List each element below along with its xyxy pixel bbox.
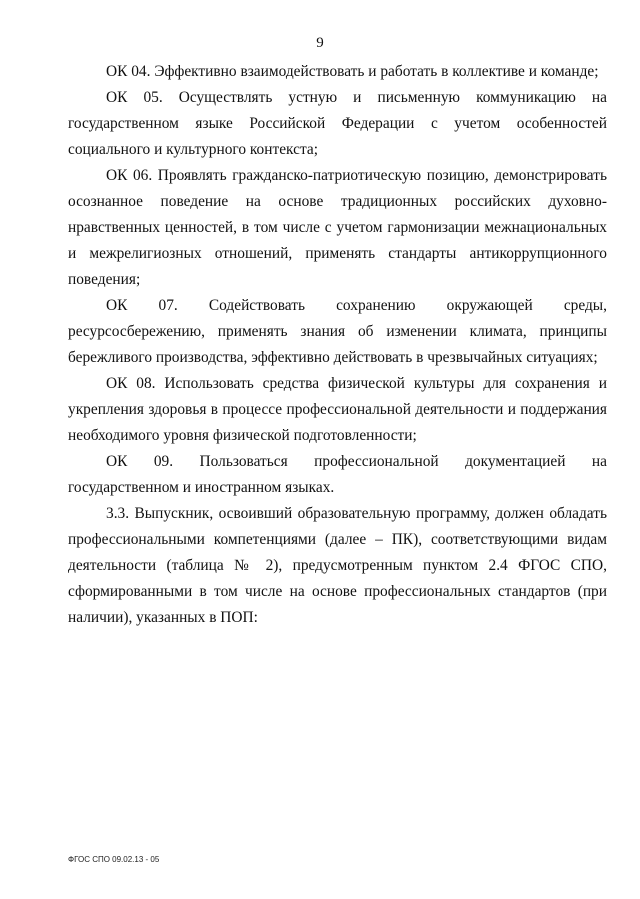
paragraph-ok-07: ОК 07. Содействовать сохранению окружающей среды, ресурсосбережению, применять знания об изменении климата, принципы бережливого производства, эффективно действовать в чрезвычайных ситуациях; <box>68 297 607 366</box>
paragraph-ok-06: ОК 06. Проявлять гражданско-патриотическую позицию, демонстрировать осознанное поведение на основе традиционных российских духовно-нравственных ценностей, в том числе с учетом гармонизации межнациональных и межрелигиозных отношений, применять стандарты антикоррупционного поведения; <box>68 167 607 288</box>
footer-standard-code: ФГОС СПО 09.02.13 - 05 <box>68 855 160 864</box>
paragraph-ok-04: ОК 04. Эффективно взаимодействовать и работать в коллективе и команде; <box>106 63 599 80</box>
page-number: 9 <box>316 35 324 51</box>
paragraph-ok-05: ОК 05. Осуществлять устную и письменную коммуникацию на государственном языке Российской Федерации с учетом особенностей социального и культурного контекста; <box>68 89 607 158</box>
paragraph-3-3: 3.3. Выпускник, освоивший образовательную программу, должен обладать профессиональными компетенциями (далее – ПК), соответствующими видам деятельности (таблица № 2), предусмотренным пунктом 2.4 ФГОС СПО, сформированными в том числе на основе профессиональных стандартов (при наличии), указанных в ПОП: <box>68 505 607 626</box>
document-body <box>68 59 607 631</box>
paragraph-ok-09: ОК 09. Пользоваться профессиональной документацией на государственном и иностранном языках. <box>68 453 607 496</box>
paragraph-ok-08: ОК 08. Использовать средства физической культуры для сохранения и укрепления здоровья в процессе профессиональной деятельности и поддержания необходимого уровня физической подготовленности; <box>68 375 607 444</box>
